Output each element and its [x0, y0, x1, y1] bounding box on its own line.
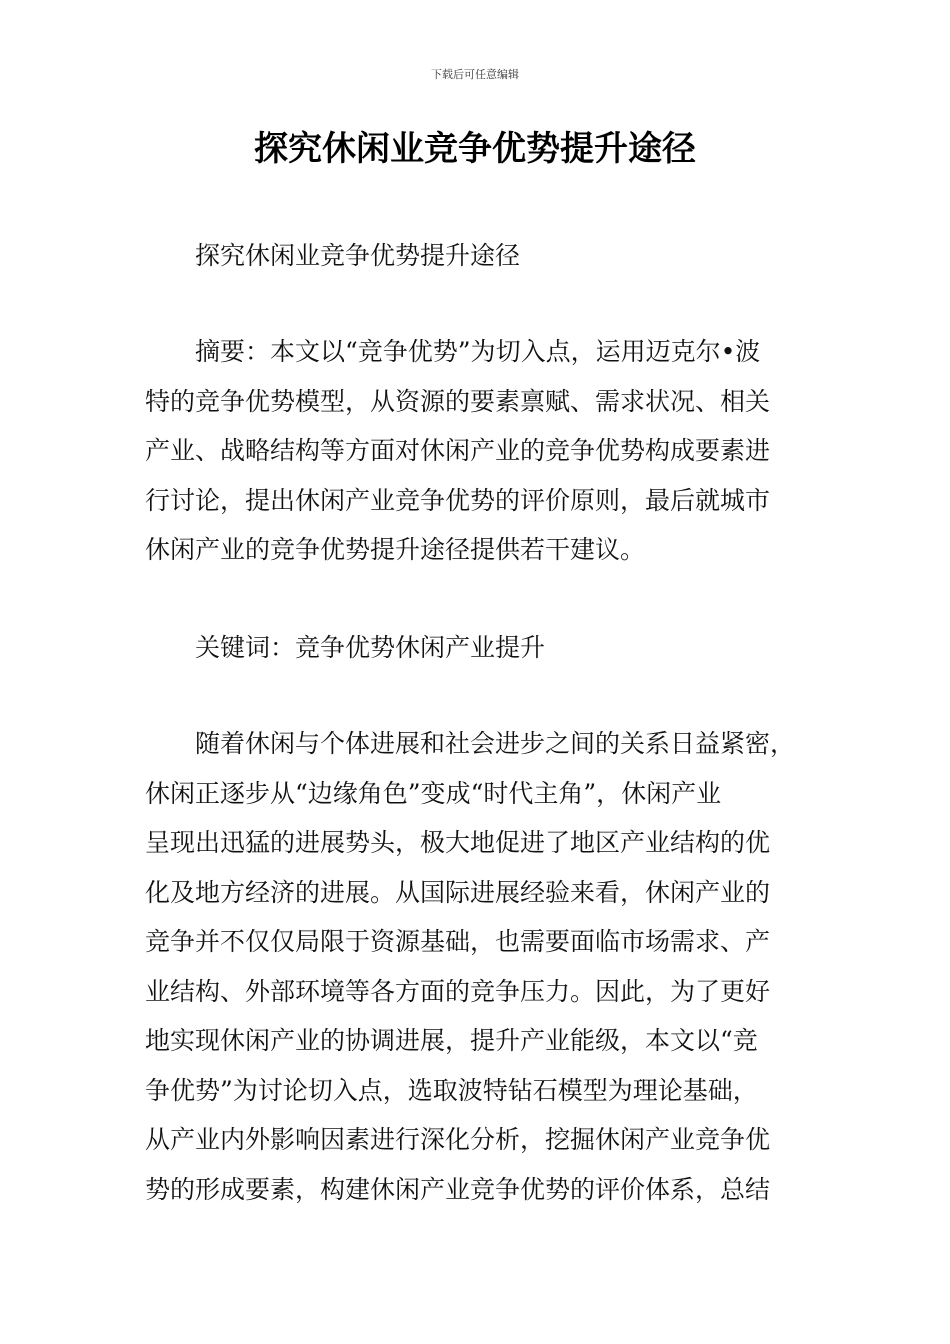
paragraph-line: 争优势”为讨论切入点，选取波特钻石模型为理论基础，	[145, 1075, 758, 1105]
document-title: 探究休闲业竞争优势提升途径	[254, 129, 696, 169]
abstract-paragraph	[145, 327, 805, 575]
paragraph-line: 行讨论，提出休闲产业竞争优势的评价原则，最后就城市	[145, 485, 771, 515]
paragraph-line: 化及地方经济的进展。从国际进展经验来看，休闲产业的	[145, 877, 771, 907]
paragraph-line: 休闲正逐步从“边缘角色”变成“时代主角”，休闲产业	[145, 778, 722, 808]
paragraph-line: 地实现休闲产业的协调进展，提升产业能级，本文以“竞	[145, 1026, 758, 1055]
paragraph-line: 特的竞争优势模型，从资源的要素禀赋、需求状况、相关	[145, 386, 771, 416]
paragraph-line: 随着休闲与个体进展和社会进步之间的关系日益紧密，	[195, 729, 796, 758]
paragraph-line: 业结构、外部环境等各方面的竞争压力。因此，为了更好	[145, 976, 771, 1006]
paragraph-line: 关键词：竞争优势休闲产业提升	[195, 633, 546, 662]
paragraph-line: 呈现出迅猛的进展势头，极大地促进了地区产业结构的优	[145, 828, 771, 857]
paragraph-line: 摘要：本文以“竞争优势”为切入点，运用迈克尔•波	[195, 337, 761, 366]
paragraph-line: 从产业内外影响因素进行深化分析，挖掘休闲产业竞争优	[145, 1125, 771, 1154]
paragraph-line: 竞争并不仅仅局限于资源基础，也需要面临市场需求、产	[145, 927, 771, 956]
header-note: 下载后可任意编辑	[431, 68, 519, 81]
paragraph-line: 产业、战略结构等方面对休闲产业的竞争优势构成要素进	[145, 436, 771, 465]
paragraph-line: 休闲产业的竞争优势提升途径提供若干建议。	[145, 535, 646, 564]
paragraph-line: 探究休闲业竞争优势提升途径	[195, 241, 521, 270]
intro-paragraph	[145, 719, 805, 1214]
paragraph-line: 势的形成要素，构建休闲产业竞争优势的评价体系，总结	[145, 1174, 771, 1204]
subtitle-paragraph	[145, 231, 805, 281]
keywords-paragraph	[145, 623, 805, 673]
